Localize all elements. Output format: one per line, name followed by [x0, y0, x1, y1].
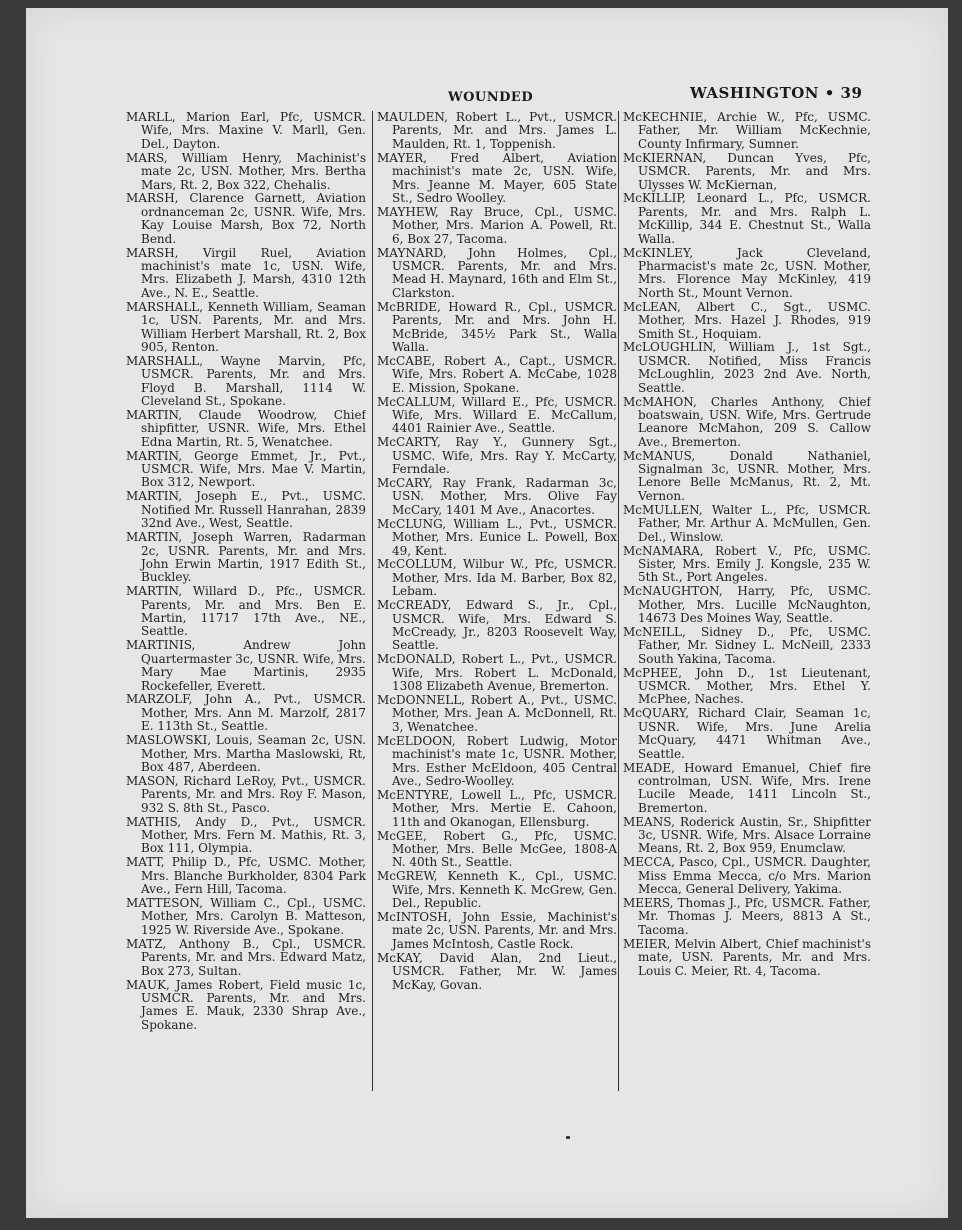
casualty-entry: MARTIN, Claude Woodrow, Chief shipfitter, USNR. Wife, Mrs. Ethel Edna Martin, Rt. 5, Wenatchee. [126, 407, 366, 449]
casualty-entry: McCOLLUM, Wilbur W., Pfc, USMCR. Mother, Mrs. Ida M. Barber, Box 82, Lebam. [377, 557, 617, 599]
casualty-entry: McCARY, Ray Frank, Radarman 3c, USN. Mother, Mrs. Olive Fay McCary, 1401 M Ave., Anacortes. [377, 475, 617, 517]
casualty-entry: MARSHALL, Wayne Marvin, Pfc, USMCR. Parents, Mr. and Mrs. Floyd B. Marshall, 1114 W. Cleveland St., Spokane. [126, 353, 366, 409]
casualty-entry: MEERS, Thomas J., Pfc, USMCR. Father, Mr. Thomas J. Meers, 8813 A St., Tacoma. [623, 896, 871, 937]
section-title: WOUNDED [448, 90, 534, 105]
casualty-entry: McCARTY, Ray Y., Gunnery Sgt., USMC. Wife, Mrs. Ray Y. McCarty, Ferndale. [377, 435, 617, 477]
casualty-entry: McLOUGHLIN, William J., 1st Sgt., USMCR. Notified, Miss Francis McLoughlin, 2023 2nd Ave. North, Seattle. [623, 340, 871, 395]
casualty-entry: McKAY, David Alan, 2nd Lieut., USMCR. Father, Mr. W. James McKay, Govan. [377, 950, 617, 992]
casualty-entry: McINTOSH, John Essie, Machinist's mate 2c, USN. Parents, Mr. and Mrs. James McIntosh, Castle Rock. [377, 909, 617, 951]
scan-mark [566, 1136, 570, 1139]
casualty-entry: MAULDEN, Robert L., Pvt., USMCR. Parents, Mr. and Mrs. James L. Maulden, Rt. 1, Toppenish. [377, 111, 617, 151]
column-1 [126, 111, 366, 1091]
casualty-entry: McNAUGHTON, Harry, Pfc, USMC. Mother, Mrs. Lucille McNaughton, 14673 Des Moines Way, Seattle. [623, 584, 871, 626]
column-3 [618, 111, 871, 1091]
state-and-page-number: WASHINGTON • 39 [690, 84, 863, 102]
casualty-entry: McMULLEN, Walter L., Pfc, USMCR. Father, Mr. Arthur A. McMullen, Gen. Del., Winslow. [623, 502, 871, 544]
casualty-entry: McNAMARA, Robert V., Pfc, USMC. Sister, Mrs. Emily J. Kongsle, 235 W. 5th St., Port Angeles. [623, 543, 871, 585]
casualty-entry: MATZ, Anthony B., Cpl., USMCR. Parents, Mr. and Mrs. Edward Matz, Box 273, Sultan. [126, 936, 366, 978]
casualty-entry: McKECHNIE, Archie W., Pfc, USMC. Father, Mr. William McKechnie, County Infirmary, Sumner. [623, 111, 871, 151]
casualty-entry: McLEAN, Albert C., Sgt., USMC. Mother, Mrs. Hazel J. Rhodes, 919 Smith St., Hoquiam. [623, 299, 871, 341]
casualty-entry: McPHEE, John D., 1st Lieutenant, USMCR. Mother, Mrs. Ethel Y. McPhee, Naches. [623, 665, 871, 707]
casualty-entry: MARTIN, Joseph Warren, Radarman 2c, USNR. Parents, Mr. and Mrs. John Erwin Martin, 1917 Edith St., Buckley. [126, 530, 366, 585]
casualty-entry: MAUK, James Robert, Field music 1c, USMCR. Parents, Mr. and Mrs. James E. Mauk, 2330 Shrap Ave., Spokane. [126, 977, 366, 1032]
casualty-entry: MARTIN, Joseph E., Pvt., USMC. Notified Mr. Russell Hanrahan, 2839 32nd Ave., West, Seattle. [126, 489, 366, 531]
casualty-entry: MARLL, Marion Earl, Pfc, USMCR. Wife, Mrs. Maxine V. Marll, Gen. Del., Dayton. [126, 111, 366, 151]
casualty-entry: MAYHEW, Ray Bruce, Cpl., USMC. Mother, Mrs. Marion A. Powell, Rt. 6, Box 27, Tacoma. [377, 204, 617, 246]
casualty-entry: MECCA, Pasco, Cpl., USMCR. Daughter, Miss Emma Mecca, c/o Mrs. Marion Mecca, General Delivery, Yakima. [623, 855, 871, 897]
casualty-entry: McCREADY, Edward S., Jr., Cpl., USMCR. Wife, Mrs. Edward S. McCready, Jr., 8203 Roosevelt Way, Seattle. [377, 598, 617, 653]
casualty-entry: MASON, Richard LeRoy, Pvt., USMCR. Parents, Mr. and Mrs. Roy F. Mason, 932 S. 8th St., Pasco. [126, 773, 366, 815]
casualty-entry: McCLUNG, William L., Pvt., USMCR. Mother, Mrs. Eunice L. Powell, Box 49, Kent. [377, 516, 617, 558]
casualty-entry: McKINLEY, Jack Cleveland, Pharmacist's mate 2c, USN. Mother, Mrs. Florence May McKinley, 419 North St., Mount Vernon. [623, 245, 871, 300]
casualty-entry: McDONNELL, Robert A., Pvt., USMC. Mother, Mrs. Jean A. McDonnell, Rt. 3, Wenatchee. [377, 692, 617, 734]
casualty-entry: McCALLUM, Willard E., Pfc, USMCR. Wife, Mrs. Willard E. McCallum, 4401 Rainier Ave., Seattle. [377, 394, 617, 436]
casualty-entry: McBRIDE, Howard R., Cpl., USMCR. Parents, Mr. and Mrs. John H. McBride, 345½ Park St., Walla Walla. [377, 299, 617, 354]
casualty-entry: McMAHON, Charles Anthony, Chief boatswain, USN. Wife, Mrs. Gertrude Leanore McMahon, 209 S. Callow Ave., Bremerton. [623, 394, 871, 449]
casualty-entry: MARTINIS, Andrew John Quartermaster 3c, USNR. Wife, Mrs. Mary Mae Martinis, 2935 Rockefeller, Everett. [126, 638, 366, 693]
casualty-entry: MARS, William Henry, Machinist's mate 2c, USN. Mother, Mrs. Bertha Mars, Rt. 2, Box 322, Chehalis. [126, 150, 366, 192]
casualty-entry: MAYER, Fred Albert, Aviation machinist's mate 2c, USN. Wife, Mrs. Jeanne M. Mayer, 605 State St., Sedro Woolley. [377, 150, 617, 205]
casualty-entry: MARSH, Virgil Ruel, Aviation machinist's mate 1c, USN. Wife, Mrs. Elizabeth J. Marsh, 4310 12th Ave., N. E., Seattle. [126, 245, 366, 300]
casualty-entry: McCABE, Robert A., Capt., USMCR. Wife, Mrs. Robert A. McCabe, 1028 E. Mission, Spokane. [377, 353, 617, 395]
casualty-entry: MARSHALL, Kenneth William, Seaman 1c, USN. Parents, Mr. and Mrs. William Herbert Marshall, Rt. 2, Box 905, Renton. [126, 299, 366, 354]
casualty-entry: MARTIN, Willard D., Pfc., USMCR. Parents, Mr. and Mrs. Ben E. Martin, 11717 17th Ave., NE., Seattle. [126, 584, 366, 639]
casualty-entry: McQUARY, Richard Clair, Seaman 1c, USNR. Wife, Mrs. June Arelia McQuary, 4471 Whitman Ave., Seattle. [623, 706, 871, 761]
page-header [26, 84, 948, 108]
casualty-entry: McKIERNAN, Duncan Yves, Pfc, USMCR. Parents, Mr. and Mrs. Ulysses W. McKiernan, [623, 150, 871, 192]
listing-columns [126, 111, 871, 1091]
casualty-entry: MEIER, Melvin Albert, Chief machinist's mate, USN. Parents, Mr. and Mrs. Louis C. Meier, Rt. 4, Tacoma. [623, 936, 871, 978]
casualty-entry: MEANS, Roderick Austin, Sr., Shipfitter 3c, USNR. Wife, Mrs. Alsace Lorraine Means, Rt. 2, Box 959, Enumclaw. [623, 814, 871, 856]
casualty-entry: MARZOLF, John A., Pvt., USMCR. Mother, Mrs. Ann M. Marzolf, 2817 E. 113th St., Seattle. [126, 692, 366, 734]
casualty-entry: McMANUS, Donald Nathaniel, Signalman 3c, USNR. Mother, Mrs. Lenore Belle McManus, Rt. 2, Mt. Vernon. [623, 448, 871, 503]
casualty-entry: MATHIS, Andy D., Pvt., USMCR. Mother, Mrs. Fern M. Mathis, Rt. 3, Box 111, Olympia. [126, 814, 366, 856]
casualty-entry: MARTIN, George Emmet, Jr., Pvt., USMCR. Wife, Mrs. Mae V. Martin, Box 312, Newport. [126, 448, 366, 490]
casualty-entry: MEADE, Howard Emanuel, Chief fire controlman, USN. Wife, Mrs. Irene Lucile Meade, 1411 Lincoln St., Bremerton. [623, 760, 871, 815]
casualty-entry: MAYNARD, John Holmes, Cpl., USMCR. Parents, Mr. and Mrs. Mead H. Maynard, 16th and Elm St., Clarkston. [377, 245, 617, 300]
casualty-entry: McGREW, Kenneth K., Cpl., USMC. Wife, Mrs. Kenneth K. McGrew, Gen. Del., Republic. [377, 869, 617, 911]
casualty-entry: MASLOWSKI, Louis, Seaman 2c, USN. Mother, Mrs. Martha Maslowski, Rt, Box 487, Aberdeen. [126, 733, 366, 774]
casualty-entry: McELDOON, Robert Ludwig, Motor machinist's mate 1c, USNR. Mother, Mrs. Esther McEldoon, 405 Central Ave., Sedro-Woolley. [377, 733, 617, 788]
casualty-entry: McENTYRE, Lowell L., Pfc, USMCR. Mother, Mrs. Mertie E. Cahoon, 11th and Okanogan, Ellensburg. [377, 787, 617, 829]
casualty-entry: McGEE, Robert G., Pfc, USMC. Mother, Mrs. Belle McGee, 1808-A N. 40th St., Seattle. [377, 828, 617, 870]
column-2 [372, 111, 617, 1091]
casualty-entry: McNEILL, Sidney D., Pfc, USMC. Father, Mr. Sidney L. McNeill, 2333 South Yakina, Tacoma. [623, 624, 871, 666]
casualty-entry: MATT, Philip D., Pfc, USMC. Mother, Mrs. Blanche Burkholder, 8304 Park Ave., Fern Hill, Tacoma. [126, 855, 366, 897]
casualty-entry: MATTESON, William C., Cpl., USMC. Mother, Mrs. Carolyn B. Matteson, 1925 W. Riverside Ave., Spokane. [126, 896, 366, 937]
casualty-entry: MARSH, Clarence Garnett, Aviation ordnanceman 2c, USNR. Wife, Mrs. Kay Louise Marsh, Box 72, North Bend. [126, 191, 366, 246]
casualty-entry: McKILLIP, Leonard L., Pfc, USMCR. Parents, Mr. and Mrs. Ralph L. McKillip, 344 E. Chestnut St., Walla Walla. [623, 191, 871, 246]
casualty-entry: McDONALD, Robert L., Pvt., USMCR. Wife, Mrs. Robert L. McDonald, 1308 Elizabeth Avenue, Bremerton. [377, 652, 617, 694]
document-page [26, 8, 948, 1218]
